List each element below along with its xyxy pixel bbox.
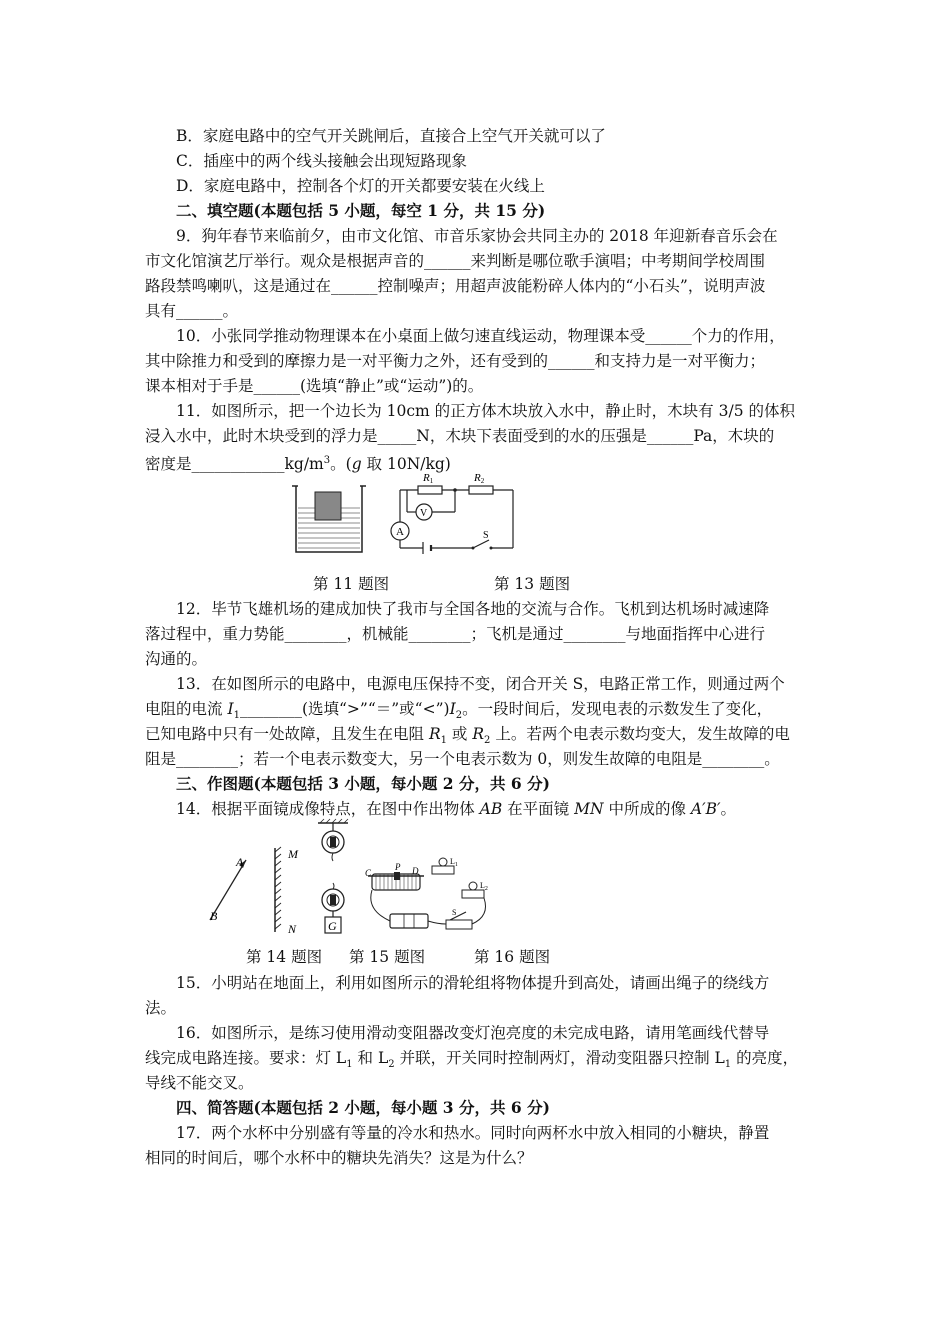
q9-line-3: 路段禁鸣喇叭，这是通过在______控制噪声；用超声波能粉碎人体内的“小石头”，说明声波 [145,277,766,295]
rheostat-c-label: C [365,868,372,878]
rheostat-d-label: D [412,866,419,876]
q12-line-2: 落过程中，重力势能________，机械能________；飞机是通过________与地面指挥中心进行 [145,625,766,643]
q11-line-3: 密度是$\_\_\_\_\_\_\_\_\_\_\_\_kg/m^3$。(g 取 10N/kg) [145,455,451,474]
section-4-heading: 四、简答题(本题包括 2 小题，每小题 3 分，共 6 分) [176,1098,550,1117]
rheostat-p-label: P [395,862,401,872]
weight-g-label: G [328,919,337,933]
q13-line-1: 13．在如图所示的电路中，电源电压保持不变，闭合开关 S，电路正常工作，则通过两个 [176,675,785,693]
ammeter-label: A [396,526,404,538]
option-d: D．家庭电路中，控制各个灯的开关都要安装在火线上 [176,177,545,195]
switch-label: S [483,530,489,541]
q15-line-1: 15．小明站在地面上，利用如图所示的滑轮组将物体提升到高处，请画出绳子的绕线方 [176,974,770,992]
svg-text:R1: R1 [423,472,434,485]
q9-line-2: 市文化馆演艺厅举行。观众是根据声音的______来判断是哪位歌手演唱；中考期间学校周围 [145,252,766,270]
option-b: B．家庭电路中的空气开关跳闸后，直接合上空气开关就可以了 [176,127,606,145]
q11-line-1: 11．如图所示，把一个边长为 10cm 的正方体木块放入水中，静止时，木块有 3/5 的体积 [176,402,795,420]
r2-label: R [474,472,481,484]
q10-line-2: 其中除推力和受到的摩擦力是一对平衡力之外，还有受到的______和支持力是一对平衡力； [145,352,766,370]
q9-line-4: 具有______。 [145,302,239,320]
point-n-label: N [288,922,297,936]
q10-line-3: 课本相对于手是______(选填“静止”或“运动”)的。 [145,377,484,395]
voltmeter-label: V [420,508,428,519]
q17-line-1: 17．两个水杯中分别盛有等量的冷水和热水。同时向两杯水中放入相同的小糖块，静置 [176,1124,770,1142]
fig14-mirror [200,840,310,940]
q10-line-1: 10．小张同学推动物理课本在小桌面上做匀速直线运动，物理课本受______个力的作用， [176,327,785,345]
q13-line-4: 阻是________；若一个电表示数变大，另一个电表示数为 0，则发生故障的电阻是________。 [145,750,780,768]
fig11-beaker [290,482,370,558]
section-3-heading: 三、作图题(本题包括 3 小题，每小题 2 分，共 6 分) [176,774,550,793]
q13-line-3: 已知电路中只有一处故障，且发生在电阻 $R_1$ 或 $R_2$ 上。若两个电表示数均变大，发生故障的电 [145,725,790,747]
switch-s-label: S [452,908,457,917]
q9-line-1: 9．狗年春节来临前夕，由市文化馆、市音乐家协会共同主办的 2018 年迎新春音乐会在 [176,227,778,245]
q16-line-1: 16．如图所示，是练习使用滑动变阻器改变灯泡亮度的未完成电路，请用笔画线代替导 [176,1024,770,1042]
lamp-l2-label: L [480,881,485,890]
point-m-label: M [288,847,298,861]
svg-text:R2: R2 [474,472,485,485]
q12-line-1: 12．毕节飞雄机场的建成加快了我市与全国各地的交流与合作。飞机到达机场时减速降 [176,600,770,618]
q13-line-2: 电阻的电流 $I_1\_\_\_\_\_\_\_\_$(选填“>”“＝”或“$<”)I_2$。一段时间后，发现电表的示数发生了变化， [145,700,773,722]
q16-line-2: 线完成电路连接。要求：灯 $L_1$ 和 $L_2$ 并联，开关同时控制两灯，滑动变阻器只控制 $L_1$ 的亮度， [145,1049,799,1071]
section-2-heading: 二、填空题(本题包括 5 小题，每空 1 分，共 15 分) [176,201,546,220]
q14-line-1: 14．根据平面镜成像特点，在图中作出物体 AB 在平面镜 MN 中所成的像 A′B′。 [176,800,737,818]
q11-line-2: 浸入水中，此时木块受到的浮力是_____N，木块下表面受到的水的压强是______Pa，木块的 [145,427,775,445]
caption-fig13: 第 13 题图 [494,575,571,593]
lamp-l1-label: L [450,857,455,866]
fig13-circuit [385,468,520,556]
q12-line-3: 沟通的。 [145,650,208,668]
point-a-label: A [236,855,244,869]
caption-fig11: 第 11 题图 [313,575,390,593]
q16-line-3: 导线不能交叉。 [145,1074,254,1092]
fig15-pulley [312,818,358,940]
svg-text:L2: $L_2$ [480,881,488,892]
r1-label: R [423,472,430,484]
caption-fig15: 第 15 题图 [349,948,426,966]
svg-text:L1: $L_1$ [450,857,458,868]
caption-fig14: 第 14 题图 [246,948,323,966]
point-b-label: B [210,909,218,923]
option-c: C．插座中的两个线头接触会出现短路现象 [176,152,467,170]
caption-fig16: 第 16 题图 [474,948,551,966]
fig16-circuit [362,852,500,942]
q15-line-2: 法。 [145,999,177,1017]
q17-line-2: 相同的时间后，哪个水杯中的糖块先消失？这是为什么？ [145,1149,533,1167]
